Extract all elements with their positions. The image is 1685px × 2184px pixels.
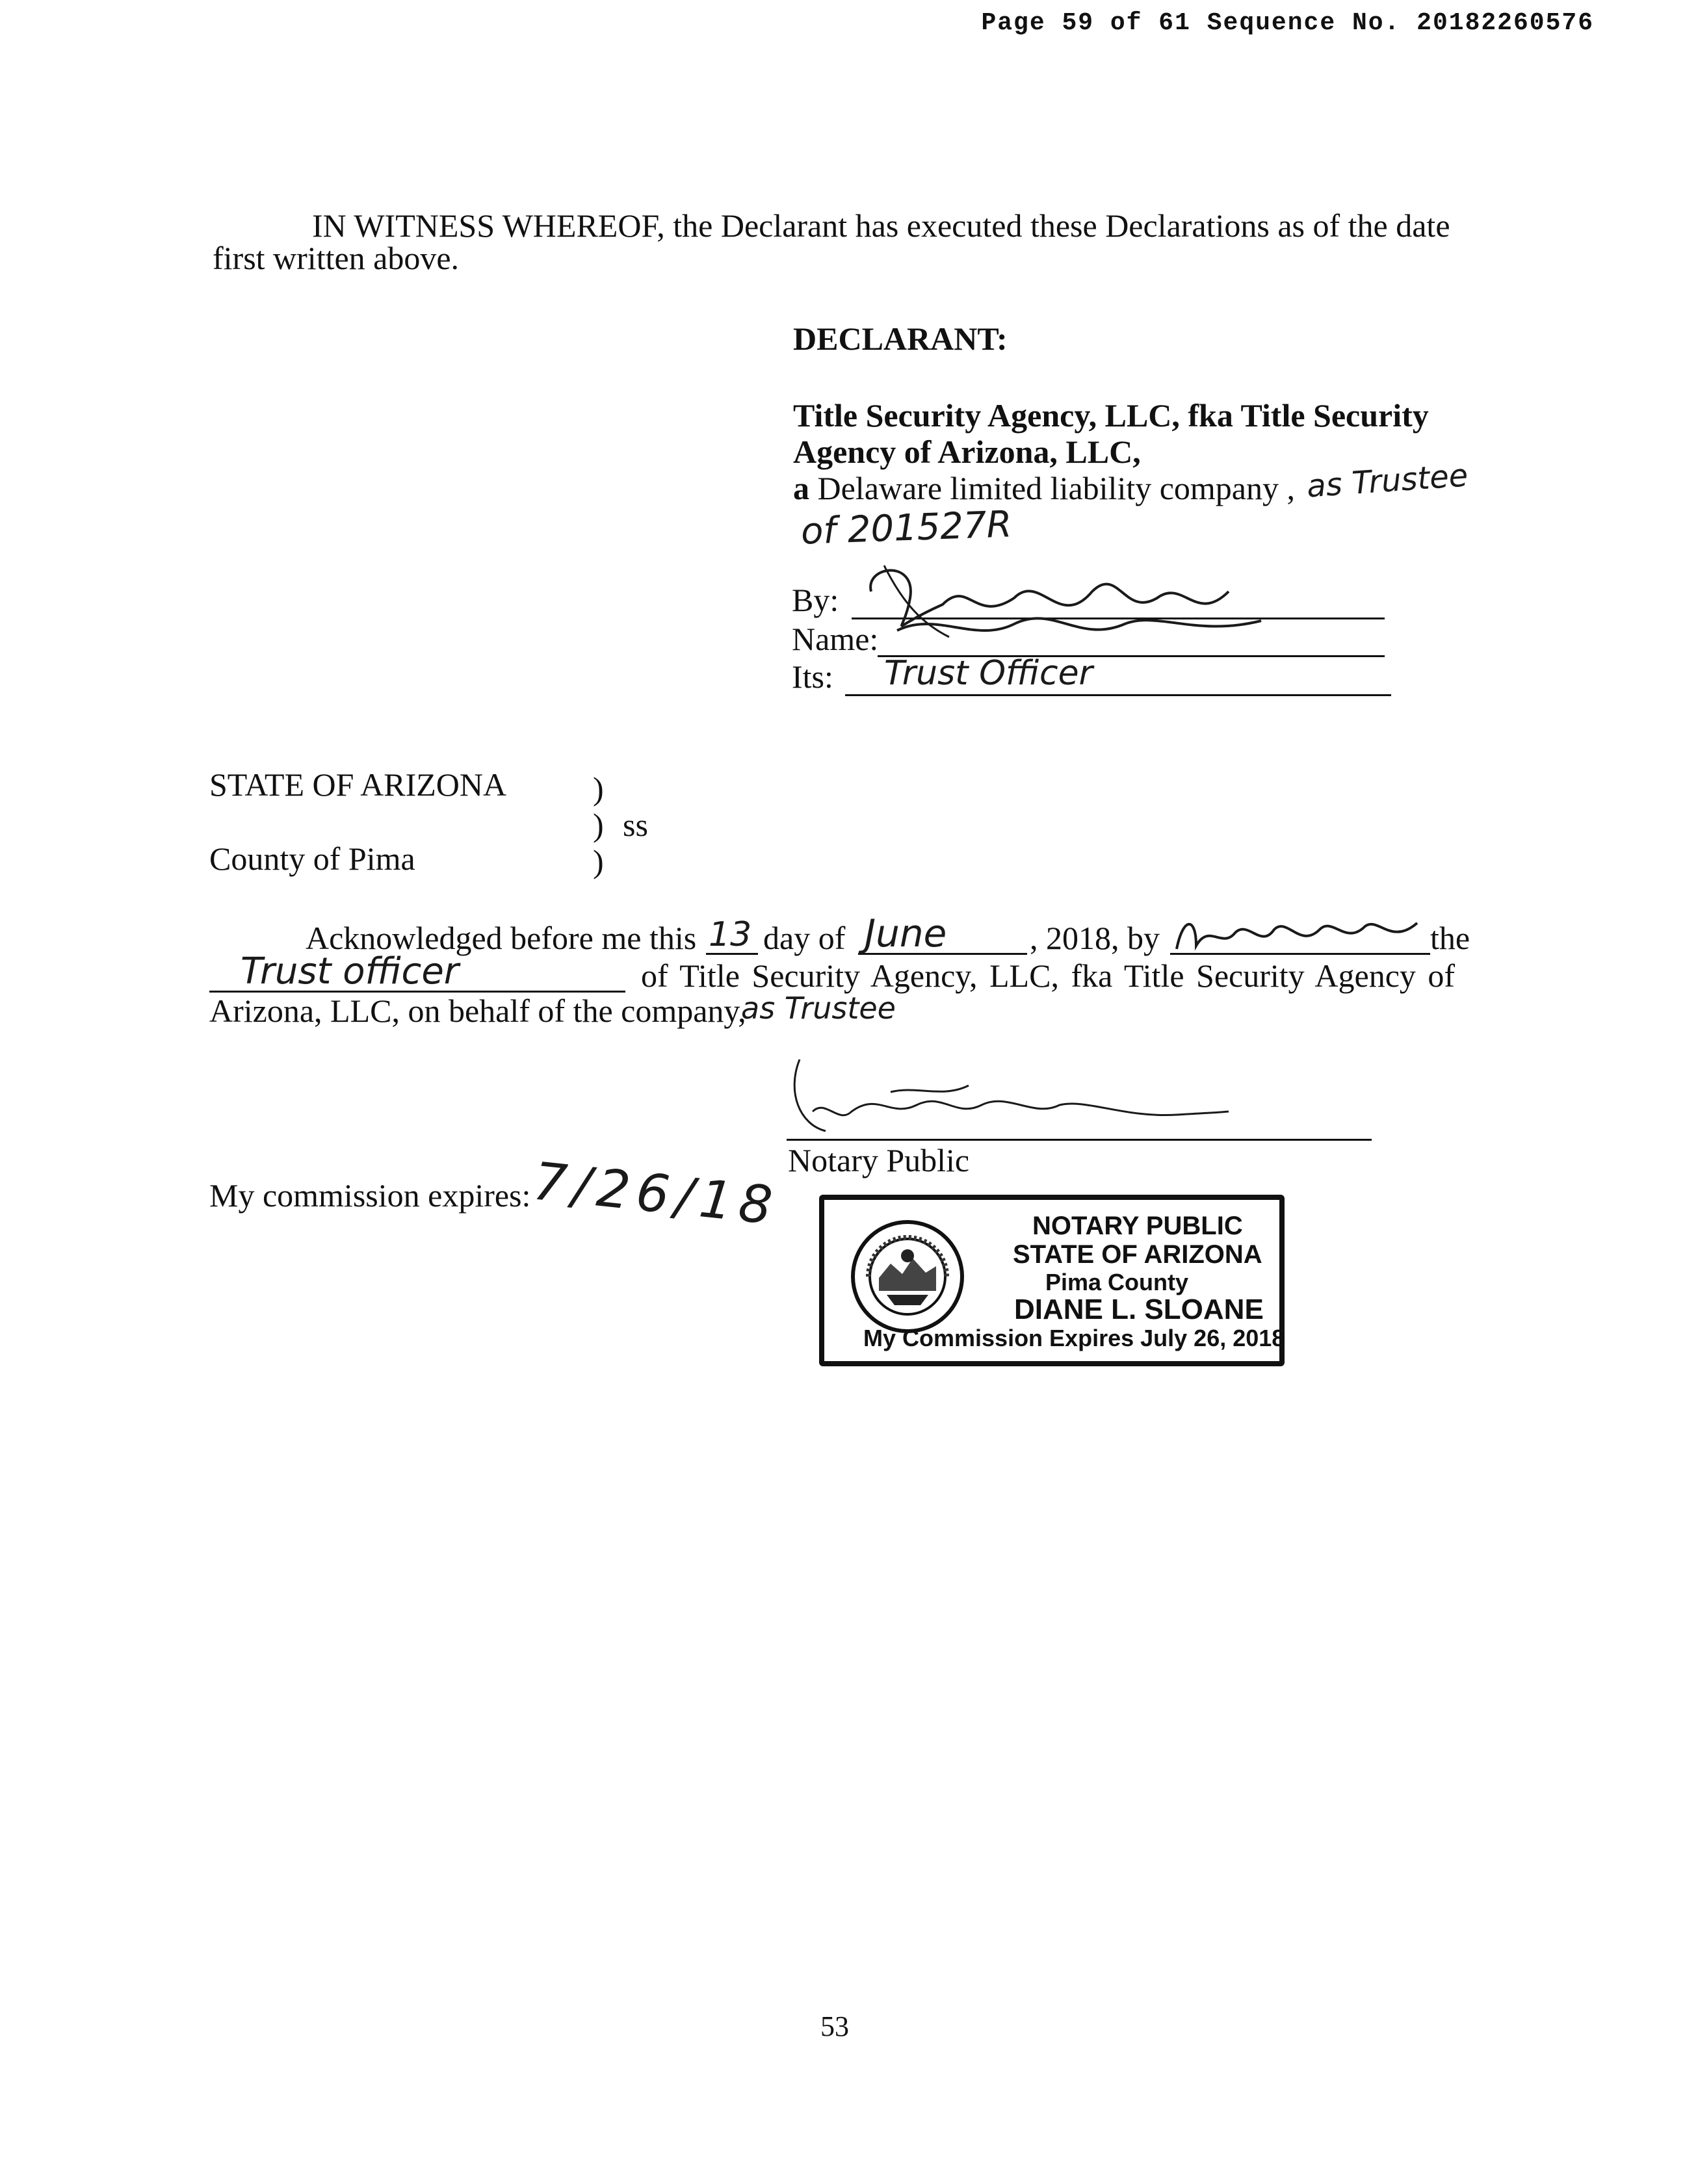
ack-text-1: Acknowledged before me this xyxy=(306,920,697,956)
ack-month-handwritten: June xyxy=(865,911,947,956)
venue-state: STATE OF ARIZONA xyxy=(209,766,507,803)
name-label: Name: xyxy=(792,621,879,657)
ack-text-2: day of xyxy=(763,920,846,956)
venue-paren-3: ) xyxy=(593,843,604,879)
its-handwritten-title: Trust Officer xyxy=(884,654,1093,693)
ack-capacity-handwritten: as Trustee xyxy=(741,991,896,1026)
recording-stamp: Page 59 of 61 Sequence No. 20182260576 xyxy=(981,9,1594,37)
venue-county: County of Pima xyxy=(209,840,415,877)
notary-signature xyxy=(787,1053,1229,1144)
ack-text-3: , 2018, by xyxy=(1030,920,1160,956)
witness-line-2: first written above. xyxy=(213,240,460,276)
seal-line-2: STATE OF ARIZONA xyxy=(1013,1240,1262,1269)
ack-title-handwritten: Trust officer xyxy=(241,950,459,993)
seal-line-4: DIANE L. SLOANE xyxy=(1014,1294,1264,1325)
declarant-heading: DECLARANT: xyxy=(793,320,1008,357)
by-label: By: xyxy=(792,582,839,618)
commission-expires-label: My commission expires: xyxy=(209,1177,531,1214)
company-name-line-2: Agency of Arizona, LLC, xyxy=(793,434,1141,470)
notary-seal-stamp xyxy=(819,1195,1285,1366)
seal-line-3: Pima County xyxy=(1045,1269,1189,1295)
commission-expires-handwritten: 7/26/18 xyxy=(530,1150,782,1237)
venue-paren-1: ) xyxy=(593,770,604,807)
entity-type: Delaware limited liability company , xyxy=(817,470,1295,506)
its-line xyxy=(845,694,1391,696)
state-seal-emblem-icon xyxy=(849,1218,966,1335)
seal-line-5: My Commission Expires July 26, 2018 xyxy=(863,1325,1285,1351)
notary-signature-line xyxy=(787,1139,1372,1141)
ack-text-5: of Title Security Agency, LLC, fka Title Security Agency of xyxy=(641,957,1456,994)
ack-text-6: Arizona, LLC, on behalf of the company, xyxy=(209,993,746,1029)
handwritten-trust-number: of 201527R xyxy=(800,503,1013,553)
ack-signer-name-handwritten xyxy=(1170,910,1443,962)
page-number: 53 xyxy=(820,2010,849,2042)
venue-ss: ss xyxy=(623,807,648,843)
witness-line-1: IN WITNESS WHEREOF, the Declarant has executed these Declarations as of the date xyxy=(312,207,1450,244)
seal-line-1: NOTARY PUBLIC xyxy=(1032,1212,1243,1240)
entity-type-line xyxy=(793,472,1295,504)
ack-day-handwritten: 13 xyxy=(709,915,752,954)
handwritten-trustee-note: as Trustee xyxy=(1305,457,1469,505)
company-name-line-1: Title Security Agency, LLC, fka Title Security xyxy=(793,397,1429,434)
ack-text-4: the xyxy=(1430,920,1470,956)
notary-public-label: Notary Public xyxy=(788,1142,970,1178)
its-label: Its: xyxy=(792,658,833,695)
entity-prefix: a xyxy=(793,470,809,506)
venue-paren-2: ) xyxy=(593,807,604,843)
signer-signature xyxy=(845,552,1300,663)
